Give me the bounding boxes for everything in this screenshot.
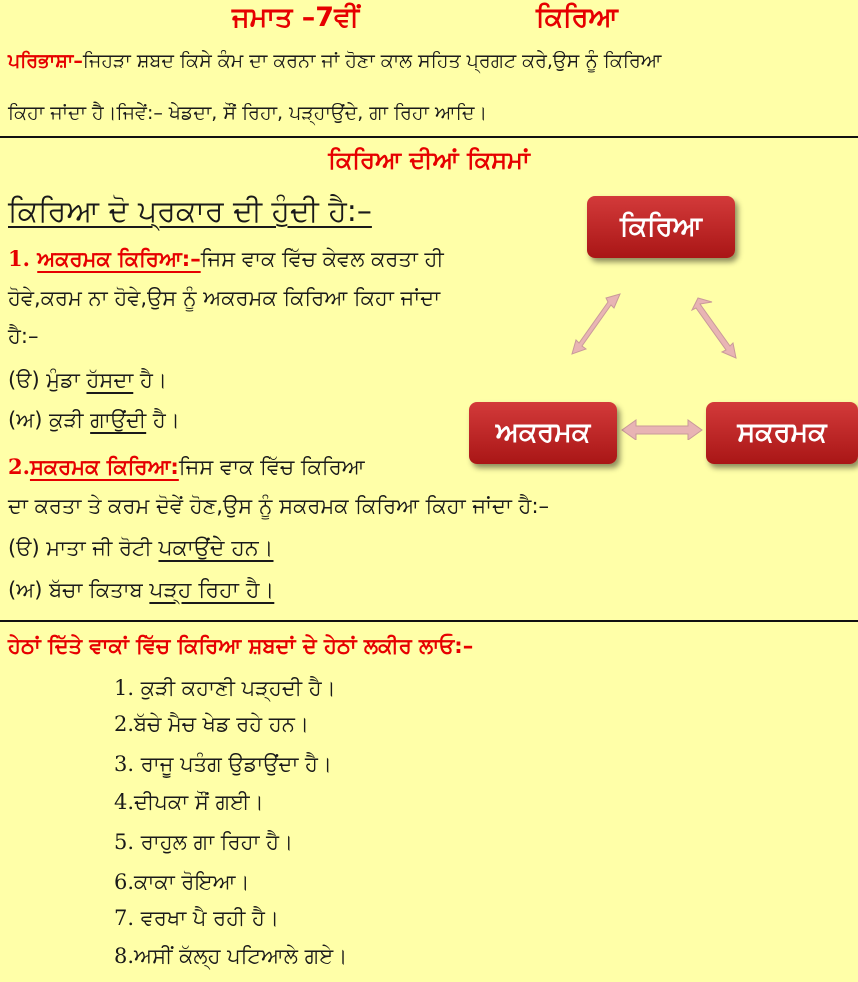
exercise-item-text: ਅਸੀਂ ਕੱਲ੍ਹ ਪਟਿਆਲੇ ਗਏ। <box>134 944 348 968</box>
definition-text-1: ਜਿਹੜਾ ਸ਼ਬਦ ਕਿਸੇ ਕੰਮ ਦਾ ਕਰਨਾ ਜਾਂ ਹੋਣਾ ਕਾਲ ਸਹਿਤ ਪ੍ਰਗਟ ਕਰੇ,ਉਸ ਨੂੰ ਕਿਰਿਆ <box>82 50 662 72</box>
exercise-item <box>114 870 250 895</box>
exercise-item-number: 5. <box>114 830 135 854</box>
types-heading: ਕਿਰਿਆ ਦੀਆਂ ਕਿਸਮਾਂ <box>328 146 530 174</box>
definition-line-2 <box>8 102 487 124</box>
exercise-item-text: ਵਰਖਾ ਪੈ ਰਹੀ ਹੈ। <box>134 906 280 930</box>
sakarmak-example-1 <box>8 536 274 561</box>
arrow-kiriya-akarmak <box>572 294 620 354</box>
exercise-item <box>114 712 309 737</box>
exercise-item-number: 6. <box>114 870 135 894</box>
akarmak-ex2-verb: ਗਾਉਂਦੀ <box>90 408 147 432</box>
sakarmak-desc-2: ਦਾ ਕਰਤਾ ਤੇ ਕਰਮ ਦੋਵੇਂ ਹੋਣ,ਉਸ ਨੂੰ ਸਕਰਮਕ ਕਿਰਿਆ ਕਿਹਾ ਜਾਂਦਾ ਹੈ:– <box>8 494 550 518</box>
akarmak-number: 1. <box>8 246 38 271</box>
exercise-item-text: ਰਾਹੁਲ ਗਾ ਰਿਹਾ ਹੈ। <box>134 830 294 854</box>
sakarmak-ex1-prefix: (ੳ) ਮਾਤਾ ਜੀ ਰੋਟੀ <box>8 536 159 560</box>
arrow-kiriya-sakarmak <box>692 298 736 358</box>
exercise-heading: ਹੇਠਾਂ ਦਿੱਤੇ ਵਾਕਾਂ ਵਿੱਚ ਕਿਰਿਆ ਸ਼ਬਦਾਂ ਦੇ ਹੇਠਾਂ ਲਕੀਰ ਲਾਓ:– <box>8 634 474 658</box>
exercise-item-number: 2. <box>114 712 135 736</box>
definition-line-1 <box>8 50 661 72</box>
exercise-item-number: 8. <box>114 944 135 968</box>
sakarmak-desc-line-2 <box>8 494 549 519</box>
exercise-item-text: ਬੱਚੇ ਮੈਚ ਖੇਡ ਰਹੇ ਹਨ। <box>134 712 310 736</box>
sakarmak-label: ਸਕਰਮਕ ਕਿਰਿਆ: <box>29 455 179 479</box>
akarmak-desc-line-2 <box>8 286 440 311</box>
class-title: ਜਮਾਤ –7ਵੀਂ <box>232 2 360 33</box>
definition-text-2: ਕਿਹਾ ਜਾਂਦਾ ਹੈ।ਜਿਵੇਂ:– ਖੇਡਦਾ, ਸੌਂ ਰਿਹਾ, ਪੜ੍ਹਾਉਂਦੇ, ਗਾ ਰਿਹਾ ਆਦਿ। <box>8 102 488 124</box>
exercise-item-text: ਰਾਜੂ ਪਤੰਗ ਉਡਾਉਂਦਾ ਹੈ। <box>134 752 333 776</box>
akarmak-ex1-verb: ਹੱਸਦਾ <box>86 368 134 392</box>
sakarmak-ex2-verb: ਪੜ੍ਹ ਰਿਹਾ ਹੈ। <box>149 578 275 603</box>
divider <box>0 136 858 138</box>
exercise-item-text: ਦੀਪਕਾ ਸੌਂ ਗਈ। <box>134 790 264 814</box>
exercise-item <box>114 944 347 969</box>
topic-title: ਕਿਰਿਆ <box>536 2 618 33</box>
sakarmak-ex1-verb: ਪਕਾਉਂਦੇ ਹਨ। <box>158 536 274 561</box>
exercise-item-number: 3. <box>114 752 135 776</box>
exercise-item <box>114 752 332 777</box>
exercise-item-text: ਕੁੜੀ ਕਹਾਣੀ ਪੜ੍ਹਦੀ ਹੈ। <box>134 676 336 700</box>
sakarmak-heading-line <box>8 454 365 480</box>
diagram-box-kiriya: ਕਿਰਿਆ <box>587 196 735 258</box>
sakarmak-desc-1: ਜਿਸ ਵਾਕ ਵਿੱਚ ਕਿਰਿਆ <box>178 455 365 479</box>
akarmak-desc-1: ਜਿਸ ਵਾਕ ਵਿੱਚ ਕੇਵਲ ਕਰਤਾ ਹੀ <box>200 247 444 271</box>
akarmak-example-1 <box>8 368 167 393</box>
akarmak-example-2 <box>8 408 180 433</box>
exercise-item-number: 4. <box>114 790 135 814</box>
sakarmak-example-2 <box>8 578 274 603</box>
sakarmak-ex2-prefix: (ਅ) ਬੱਚਾ ਕਿਤਾਬ <box>8 578 150 602</box>
types-intro <box>8 194 372 229</box>
exercise-item <box>114 790 264 815</box>
akarmak-ex1-suffix: ਹੈ। <box>133 368 167 392</box>
arrow-akarmak-sakarmak <box>622 420 702 440</box>
exercise-item <box>114 830 293 855</box>
exercise-item <box>114 906 279 931</box>
akarmak-ex1-prefix: (ੳ) ਮੁੰਡਾ <box>8 368 87 392</box>
exercise-item-number: 7. <box>114 906 135 930</box>
title-row <box>0 2 858 38</box>
definition-label: ਪਰਿਭਾਸ਼ਾ– <box>8 50 83 72</box>
akarmak-heading-line <box>8 246 444 272</box>
diagram-box-akarmak: ਅਕਰਮਕ <box>469 402 617 464</box>
types-intro-text: ਕਿਰਿਆ ਦੋ ਪ੍ਰਕਾਰ ਦੀ ਹੁੰਦੀ ਹੈ:– <box>8 194 372 229</box>
exercise-item-number: 1. <box>114 676 135 700</box>
exercise-item <box>114 676 336 701</box>
divider <box>0 620 858 622</box>
sakarmak-number: 2. <box>8 454 30 479</box>
diagram-box-sakarmak: ਸਕਰਮਕ <box>706 402 858 464</box>
akarmak-ex2-prefix: (ਅ) ਕੁੜੀ <box>8 408 91 432</box>
akarmak-label: ਅਕਰਮਕ ਕਿਰਿਆ:– <box>37 247 201 271</box>
akarmak-desc-line-3 <box>8 324 38 349</box>
akarmak-ex2-suffix: ਹੈ। <box>146 408 180 432</box>
exercise-item-text: ਕਾਕਾ ਰੋਇਆ। <box>134 870 250 894</box>
akarmak-desc-2: ਹੋਵੇ,ਕਰਮ ਨਾ ਹੋਵੇ,ਉਸ ਨੂੰ ਅਕਰਮਕ ਕਿਰਿਆ ਕਿਹਾ ਜਾਂਦਾ <box>8 286 441 310</box>
akarmak-desc-3: ਹੈ:– <box>8 324 39 348</box>
